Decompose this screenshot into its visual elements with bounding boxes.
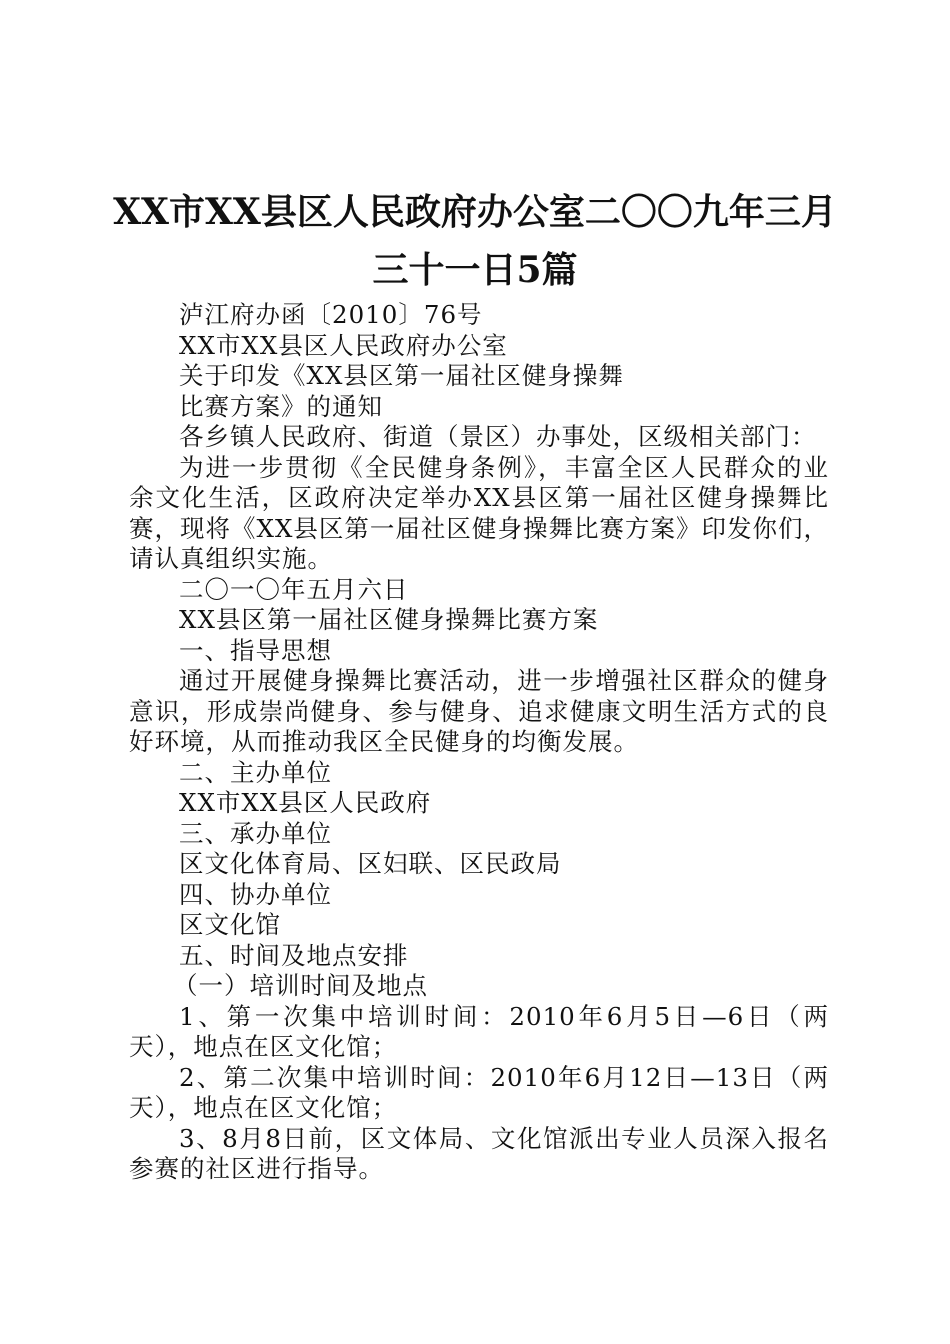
organizer-text: 区文化体育局、区妇联、区民政局 [179,849,562,878]
training-item-1: 1、第一次集中培训时间：2010年6月5日—6日（两天），地点在区文化馆； [129,1001,829,1061]
document-body [129,300,829,1185]
section-heading-sponsor: 二、主办单位 [179,757,332,787]
section-heading-co-organizer: 四、协办单位 [179,879,332,909]
training-item-3: 3、8月8日前，区文体局、文化馆派出专业人员深入报名参赛的社区进行指导。 [129,1123,829,1183]
notice-paragraph: 为进一步贯彻《全民健身条例》，丰富全区人民群众的业余文化生活，区政府决定举办XX县区第一届社区健身操舞比赛，现将《XX县区第一届社区健身操舞比赛方案》印发你们，请认真组织实施。 [129,452,829,573]
sponsor-text: XX市XX县区人民政府 [179,788,432,817]
plan-title: XX县区第一届社区健身操舞比赛方案 [179,605,599,634]
guiding-ideology-paragraph: 通过开展健身操舞比赛活动，进一步增强社区群众的健身意识，形成崇尚健身、参与健身、追求健康文明生活方式的良好环境，从而推动我区全民健身的均衡发展。 [129,666,829,756]
document-title-line-1: XX市XX县区人民政府办公室二〇〇九年三月 [113,191,837,233]
addressees: 各乡镇人民政府、街道（景区）办事处，区级相关部门： [179,422,817,451]
document-title-line-2: 三十一日5篇 [372,249,578,291]
notice-subject-line-2: 比赛方案》的通知 [179,391,383,421]
notice-subject-line-1: 关于印发《XX县区第一届社区健身操舞 [179,361,624,390]
training-item-2: 2、第二次集中培训时间：2010年6月12日—13日（两天），地点在区文化馆； [129,1062,829,1122]
document-number: 泸江府办函〔2010〕76号 [179,300,483,329]
issue-date: 二〇一〇年五月六日 [179,574,409,604]
section-heading-guiding-ideology: 一、指导思想 [179,635,332,665]
section-heading-schedule: 五、时间及地点安排 [179,940,409,970]
section-heading-organizer: 三、承办单位 [179,818,332,848]
co-organizer-text: 区文化馆 [179,910,281,939]
issuing-office: XX市XX县区人民政府办公室 [179,330,508,360]
subsection-heading-training: （一）培训时间及地点 [173,971,428,1000]
